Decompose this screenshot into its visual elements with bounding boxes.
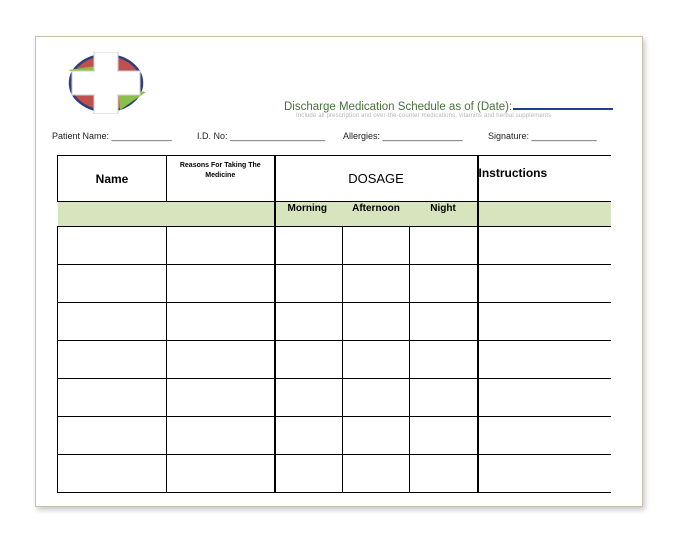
morning-subheader: Morning — [275, 202, 343, 227]
patient-name-field[interactable]: Patient Name: ____________ — [52, 131, 172, 141]
name-cell[interactable] — [58, 341, 167, 379]
dosage-column-header: DOSAGE — [275, 156, 478, 202]
afternoon-cell[interactable] — [343, 379, 410, 417]
night-cell[interactable] — [410, 379, 478, 417]
instructions-cell[interactable] — [478, 227, 611, 265]
morning-cell[interactable] — [275, 455, 343, 493]
subheader-blank-cell — [58, 202, 167, 227]
table-row — [58, 341, 611, 379]
dosage-subheader-row — [58, 202, 611, 227]
afternoon-cell[interactable] — [343, 265, 410, 303]
subheader-blank-cell — [478, 202, 611, 227]
instructions-cell[interactable] — [478, 379, 611, 417]
instructions-column-header: Instructions — [478, 156, 611, 202]
table-header-row — [58, 156, 611, 202]
name-cell[interactable] — [58, 455, 167, 493]
morning-cell[interactable] — [275, 265, 343, 303]
subtitle-note: Include all prescription and over-the-counter medications, vitamins and herbal supplements — [296, 113, 552, 119]
morning-cell[interactable] — [275, 303, 343, 341]
name-cell[interactable] — [58, 227, 167, 265]
instructions-cell[interactable] — [478, 303, 611, 341]
night-cell[interactable] — [410, 417, 478, 455]
subheader-blank-cell — [167, 202, 275, 227]
morning-cell[interactable] — [275, 341, 343, 379]
table-body — [58, 227, 611, 493]
table-row — [58, 303, 611, 341]
name-cell[interactable] — [58, 417, 167, 455]
signature-field[interactable]: Signature: _____________ — [488, 131, 597, 141]
reason-cell[interactable] — [167, 455, 275, 493]
reason-cell[interactable] — [167, 227, 275, 265]
night-cell[interactable] — [410, 303, 478, 341]
afternoon-cell[interactable] — [343, 455, 410, 493]
instructions-cell[interactable] — [478, 341, 611, 379]
table-row — [58, 417, 611, 455]
name-cell[interactable] — [58, 265, 167, 303]
instructions-cell[interactable] — [478, 455, 611, 493]
reasons-column-header: Reasons For Taking The Medicine — [167, 156, 275, 202]
night-cell[interactable] — [410, 227, 478, 265]
night-subheader: Night — [410, 202, 478, 227]
table-row — [58, 379, 611, 417]
morning-cell[interactable] — [275, 227, 343, 265]
reason-cell[interactable] — [167, 341, 275, 379]
instructions-cell[interactable] — [478, 417, 611, 455]
table-row — [58, 455, 611, 493]
date-field[interactable] — [513, 97, 613, 110]
night-cell[interactable] — [410, 341, 478, 379]
reason-cell[interactable] — [167, 379, 275, 417]
name-column-header: Name — [58, 156, 167, 202]
instructions-cell[interactable] — [478, 265, 611, 303]
night-cell[interactable] — [410, 455, 478, 493]
morning-cell[interactable] — [275, 379, 343, 417]
patient-info-row — [52, 131, 612, 143]
reason-cell[interactable] — [167, 303, 275, 341]
night-cell[interactable] — [410, 265, 478, 303]
medication-schedule-sheet — [35, 36, 643, 507]
allergies-field[interactable]: Allergies: ________________ — [343, 131, 463, 141]
medical-cross-logo-icon — [66, 52, 148, 114]
afternoon-subheader: Afternoon — [343, 202, 410, 227]
document-title — [284, 97, 613, 113]
afternoon-cell[interactable] — [343, 341, 410, 379]
morning-cell[interactable] — [275, 417, 343, 455]
afternoon-cell[interactable] — [343, 227, 410, 265]
title-text: Discharge Medication Schedule as of (Date): — [284, 101, 513, 113]
id-number-field[interactable]: I.D. No: ___________________ — [197, 131, 326, 141]
medication-table — [57, 155, 610, 493]
table-row — [58, 265, 611, 303]
reason-cell[interactable] — [167, 417, 275, 455]
reason-cell[interactable] — [167, 265, 275, 303]
afternoon-cell[interactable] — [343, 303, 410, 341]
name-cell[interactable] — [58, 379, 167, 417]
afternoon-cell[interactable] — [343, 417, 410, 455]
name-cell[interactable] — [58, 303, 167, 341]
table-row — [58, 227, 611, 265]
